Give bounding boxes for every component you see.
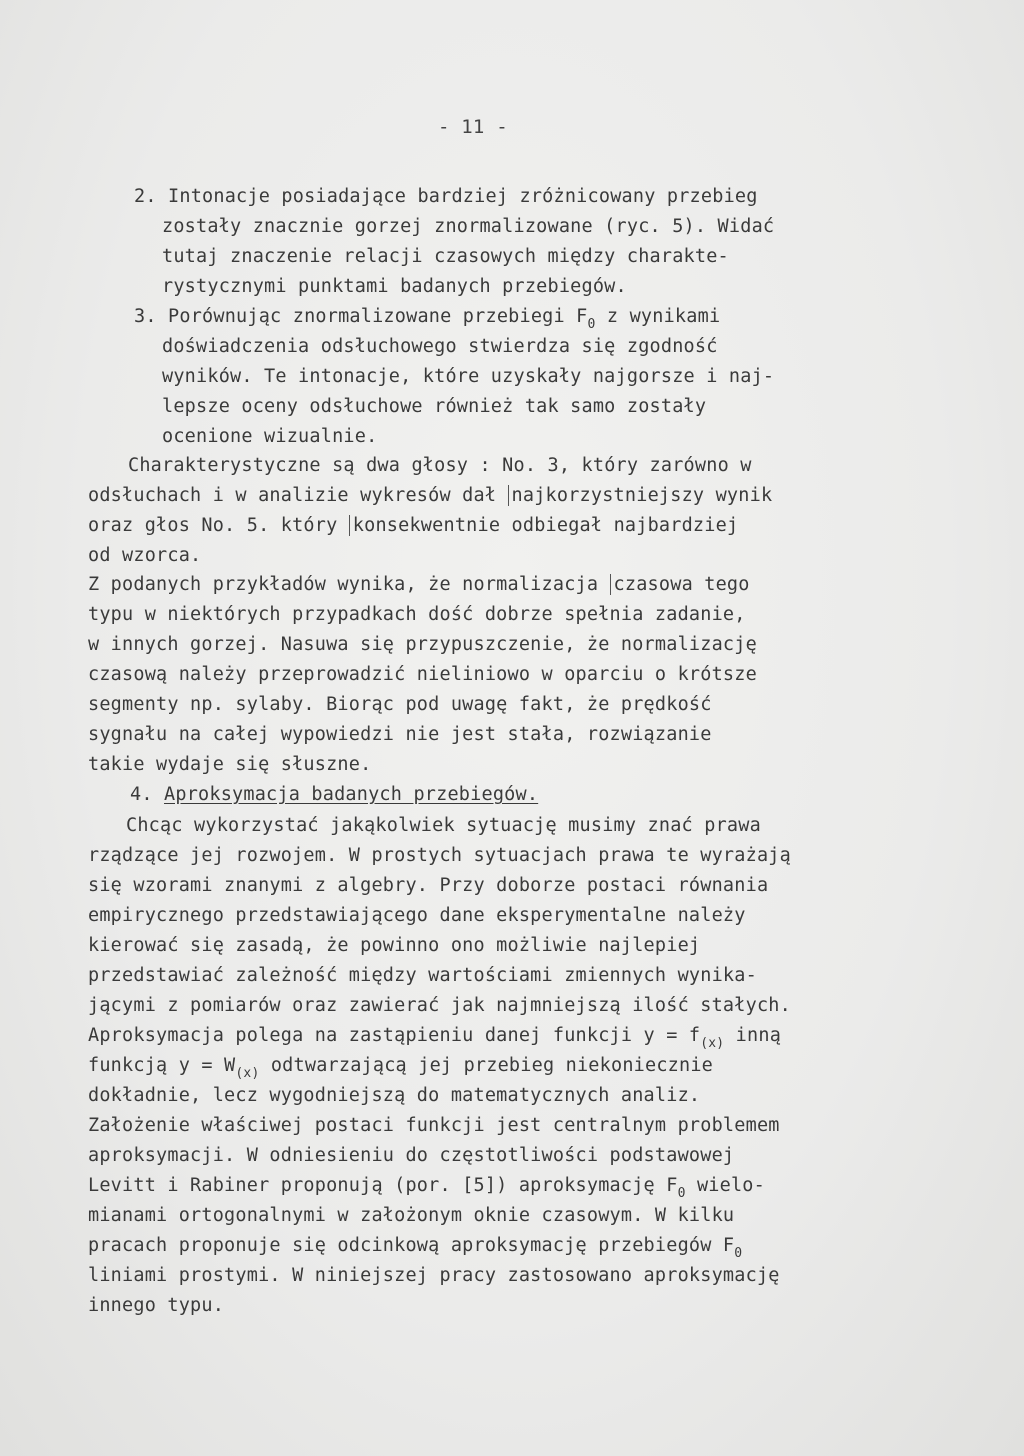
text-line: jącymi z pomiarów oraz zawierać jak najmniejszą ilość stałych. (88, 995, 791, 1016)
text-line (88, 574, 750, 596)
text-fragment: odtwarzającą jej przebieg niekoniecznie (259, 1055, 714, 1076)
text-line: w innych gorzej. Nasuwa się przypuszczenie, że normalizację (88, 634, 757, 655)
text-fragment: funkcją y = W (88, 1055, 236, 1076)
section-number: 4. (130, 784, 165, 805)
text-line: czasową należy przeprowadzić nieliniowo w oparciu o krótsze (88, 664, 757, 685)
text-fragment: z wynikami (595, 306, 721, 327)
text-line: dokładnie, lecz wygodniejszą do matematycznych analiz. (88, 1085, 701, 1106)
text-line: segmenty np. sylaby. Biorąc pod uwagę fakt, że prędkość (88, 694, 712, 715)
highlighted-phrase: czasowa (610, 574, 693, 595)
text-line: typu w niektórych przypadkach dość dobrze spełnia zadanie, (88, 604, 746, 625)
text-line (88, 1175, 765, 1199)
text-line: Założenie właściwej postaci funkcji jest centralnym problemem (88, 1115, 780, 1136)
subscript: 0 (677, 1186, 686, 1201)
text-line (88, 515, 738, 537)
text-fragment: inną (724, 1025, 782, 1046)
text-line: takie wydaje się słuszne. (88, 754, 372, 775)
text-line: Chcąc wykorzystać jakąkolwiek sytuację musimy znać prawa (126, 815, 761, 836)
text-line: doświadczenia odsłuchowego stwierdza się zgodność (162, 336, 718, 357)
text-line: przedstawiać zależność między wartościami zmiennych wynika- (88, 965, 757, 986)
text-fragment: Z podanych przykładów wynika, że normalizacja (88, 574, 610, 595)
highlighted-phrase: najkorzystniejszy wynik (508, 485, 773, 506)
text-line: od wzorca. (88, 545, 202, 566)
text-line: kierować się zasadą, że powinno ono możliwie najlepiej (88, 935, 701, 956)
text-fragment: oraz głos No. 5. który (88, 515, 349, 536)
text-line: ocenione wizualnie. (162, 426, 378, 447)
text-fragment: 3. Porównując znormalizowane przebiegi F (134, 306, 588, 327)
text-line: zostały znacznie gorzej znormalizowane (ryc. 5). Widać (162, 216, 775, 237)
subscript: (x) (235, 1066, 260, 1081)
text-line (88, 1235, 742, 1259)
highlighted-phrase: konsekwentnie (349, 515, 500, 536)
subscript: (x) (700, 1036, 725, 1051)
section-title: Aproksymacja badanych przebiegów. (164, 784, 539, 805)
text-line: aproksymacji. W odniesieniu do częstotliwości podstawowej (88, 1145, 735, 1166)
text-line: mianami ortogonalnymi w założonym oknie czasowym. W kilku (88, 1205, 735, 1226)
text-line: Charakterystyczne są dwa głosy : No. 3, który zarówno w (128, 455, 752, 476)
text-line (134, 306, 720, 330)
text-line: empirycznego przedstawiającego dane eksperymentalne należy (88, 905, 746, 926)
text-fragment: odsłuchach i w analizie wykresów dał (88, 485, 508, 506)
text-line: się wzorami znanymi z algebry. Przy doborze postaci równania (88, 875, 769, 896)
text-line (88, 1055, 713, 1079)
text-line: lepsze oceny odsłuchowe również tak samo zostały (162, 396, 707, 417)
text-line: rystycznymi punktami badanych przebiegów. (162, 276, 627, 297)
subscript: 0 (587, 317, 596, 332)
text-fragment: Aproksymacja polega na zastąpieniu danej funkcji y = f (88, 1025, 701, 1046)
text-fragment: wielo- (685, 1175, 765, 1196)
section-heading (130, 784, 538, 806)
text-fragment: tego (692, 574, 750, 595)
text-fragment: pracach proponuje się odcinkową aproksymację przebiegów F (88, 1235, 735, 1256)
subscript: 0 (734, 1246, 743, 1261)
text-line: tutaj znaczenie relacji czasowych między charakte- (162, 246, 729, 267)
text-line: rządzące jej rozwojem. W prostych sytuacjach prawa te wyrażają (88, 845, 791, 866)
text-line (88, 1025, 781, 1049)
text-line: sygnału na całej wypowiedzi nie jest stała, rozwiązanie (88, 724, 712, 745)
text-line: innego typu. (88, 1295, 225, 1316)
text-line (88, 485, 772, 507)
text-line: 2. Intonacje posiadające bardziej zróżnicowany przebieg (134, 186, 758, 207)
text-fragment: odbiegał najbardziej (500, 515, 739, 536)
text-fragment: Levitt i Rabiner proponują (por. [5]) aproksymację F (88, 1175, 678, 1196)
page-number: - 11 - (438, 116, 508, 138)
text-line: wyników. Te intonacje, które uzyskały najgorsze i naj- (162, 366, 775, 387)
text-line: liniami prostymi. W niniejszej pracy zastosowano aproksymację (88, 1265, 780, 1286)
